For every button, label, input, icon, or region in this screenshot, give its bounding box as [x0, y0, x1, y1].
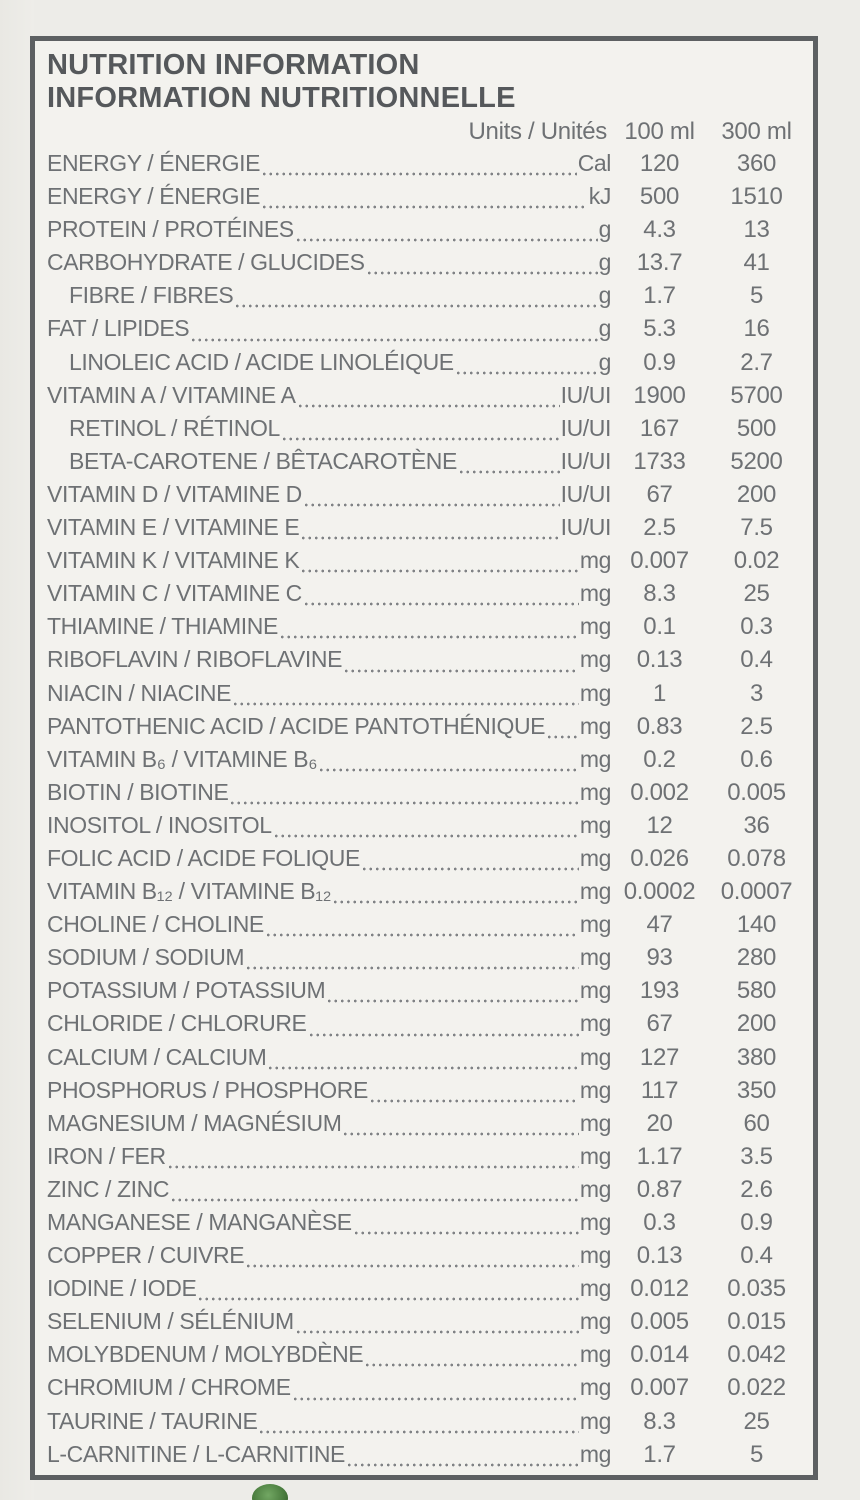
value-100ml: 0.0002 — [623, 878, 696, 906]
value-100ml: 0.1 — [643, 613, 676, 641]
nutrient-unit: mg — [579, 547, 611, 574]
value-300ml: 16 — [743, 315, 770, 343]
table-row — [47, 249, 805, 282]
nutrient-label: RIBOFLAVIN / RIBOFLAVINE — [47, 646, 343, 673]
value-100ml: 47 — [646, 911, 673, 939]
nutrient-unit: IU/UI — [560, 514, 611, 541]
dot-leader — [232, 680, 579, 713]
col-100ml-header: 100 ml — [624, 118, 695, 145]
nutrient-unit: mg — [579, 844, 611, 871]
value-100ml: 167 — [639, 414, 680, 442]
value-300ml: 5 — [749, 282, 764, 310]
nutrient-unit: mg — [579, 1142, 611, 1169]
nutrient-label: VITAMIN B₁₂ / VITAMINE B₁₂ — [47, 878, 332, 905]
dot-leader — [346, 1441, 579, 1474]
table-row — [47, 878, 805, 911]
nutrient-label: MOLYBDENUM / MOLYBDÈNE — [47, 1341, 364, 1368]
dot-leader — [458, 448, 560, 481]
nutrient-label: CALCIUM / CALCIUM — [47, 1043, 267, 1070]
nutrient-unit: IU/UI — [560, 480, 611, 507]
nutrient-label: L-CARNITINE / L-CARNITINE — [47, 1440, 345, 1467]
value-100ml: 0.83 — [636, 712, 683, 740]
nutrient-label: INOSITOL / INOSITOL — [47, 811, 272, 838]
units-column-header: Units / Unités — [468, 118, 607, 145]
table-row — [47, 779, 805, 812]
value-300ml: 200 — [736, 480, 777, 508]
table-row — [47, 911, 805, 944]
nutrient-unit: g — [598, 216, 611, 243]
table-row — [47, 1143, 805, 1176]
value-100ml: 0.13 — [636, 1242, 683, 1270]
dot-leader — [190, 315, 597, 348]
table-row — [47, 680, 805, 713]
nutrient-unit: mg — [579, 811, 611, 838]
table-row — [47, 977, 805, 1010]
value-100ml: 0.014 — [630, 1341, 689, 1369]
nutrient-unit: mg — [579, 911, 611, 938]
nutrient-label: PROTEIN / PROTÉINES — [47, 216, 294, 243]
value-300ml: 5 — [749, 1440, 764, 1468]
value-300ml: 280 — [736, 944, 777, 972]
table-row — [47, 1044, 805, 1077]
table-row — [47, 812, 805, 845]
dot-leader — [281, 415, 560, 448]
nutrient-label: TAURINE / TAURINE — [47, 1407, 258, 1434]
dot-leader — [197, 1275, 578, 1308]
nutrient-unit: IU/UI — [560, 447, 611, 474]
table-row — [47, 746, 805, 779]
value-100ml: 93 — [646, 944, 673, 972]
nutrient-unit: mg — [579, 1076, 611, 1103]
table-row — [47, 944, 805, 977]
dot-leader — [258, 1408, 578, 1441]
nutrient-label: POTASSIUM / POTASSIUM — [47, 977, 326, 1004]
nutrient-unit: mg — [579, 712, 611, 739]
nutrient-label: VITAMIN K / VITAMINE K — [47, 547, 300, 574]
nutrient-label: VITAMIN C / VITAMINE C — [47, 580, 302, 607]
value-300ml: 13 — [743, 216, 770, 244]
dot-leader — [229, 779, 578, 812]
table-row — [47, 1308, 805, 1341]
nutrient-unit: mg — [579, 944, 611, 971]
dot-leader — [455, 349, 598, 382]
value-100ml: 8.3 — [643, 580, 676, 608]
nutrient-unit: mg — [579, 613, 611, 640]
value-300ml: 0.6 — [740, 745, 773, 773]
nutrient-unit: mg — [579, 646, 611, 673]
dot-leader — [279, 613, 579, 646]
value-100ml: 67 — [646, 480, 673, 508]
table-row — [47, 150, 805, 183]
value-100ml: 193 — [639, 977, 680, 1005]
nutrient-label: PANTOTHENIC ACID / ACIDE PANTOTHÉNIQUE — [47, 712, 546, 739]
nutrient-unit: mg — [579, 1242, 611, 1269]
table-row — [47, 349, 805, 382]
value-300ml: 380 — [736, 1043, 777, 1071]
value-100ml: 13.7 — [636, 249, 683, 277]
value-300ml: 2.5 — [740, 712, 773, 740]
value-100ml: 4.3 — [643, 216, 676, 244]
nutrient-unit: mg — [579, 745, 611, 772]
value-300ml: 0.3 — [740, 613, 773, 641]
value-300ml: 7.5 — [740, 514, 773, 542]
dot-leader — [273, 812, 579, 845]
value-300ml: 500 — [736, 414, 777, 442]
value-300ml: 350 — [736, 1076, 777, 1104]
table-row — [47, 514, 805, 547]
value-300ml: 25 — [743, 580, 770, 608]
dot-leader — [265, 911, 579, 944]
value-300ml: 360 — [736, 150, 777, 177]
nutrient-unit: IU/UI — [560, 414, 611, 441]
nutrient-unit: mg — [579, 878, 611, 905]
table-row — [47, 382, 805, 415]
table-row — [47, 1275, 805, 1308]
nutrient-unit: Cal — [577, 150, 611, 176]
dot-leader — [297, 382, 560, 415]
dot-leader — [300, 514, 559, 547]
value-100ml: 1.7 — [643, 282, 676, 310]
dot-leader — [245, 944, 579, 977]
nutrient-label: NIACIN / NIACINE — [47, 679, 232, 706]
value-100ml: 117 — [640, 1076, 679, 1104]
dot-leader — [326, 977, 579, 1010]
value-300ml: 0.042 — [727, 1341, 786, 1369]
nutrient-unit: mg — [579, 679, 611, 706]
nutrient-label: CARBOHYDRATE / GLUCIDES — [47, 249, 365, 276]
table-row — [47, 1110, 805, 1143]
nutrient-label: VITAMIN E / VITAMINE E — [47, 514, 300, 541]
nutrient-label: FIBRE / FIBRES — [69, 282, 234, 309]
table-row — [47, 547, 805, 580]
dot-leader — [353, 1209, 579, 1242]
table-row — [47, 448, 805, 481]
dot-leader — [366, 249, 598, 282]
value-100ml: 0.9 — [643, 348, 676, 376]
table-row — [47, 183, 805, 216]
dot-leader — [267, 1044, 578, 1077]
dot-leader — [295, 1308, 579, 1341]
nutrient-label: BIOTIN / BIOTINE — [47, 778, 229, 805]
nutrient-label: CHLORIDE / CHLORURE — [47, 1010, 307, 1037]
dot-leader — [261, 183, 588, 216]
value-300ml: 3.5 — [740, 1142, 773, 1170]
nutrient-label: FOLIC ACID / ACIDE FOLIQUE — [47, 844, 360, 871]
value-100ml: 0.13 — [636, 646, 683, 674]
nutrient-label: CHROMIUM / CHROME — [47, 1374, 291, 1401]
value-300ml: 140 — [736, 911, 777, 939]
value-100ml: 2.5 — [643, 514, 676, 542]
table-row — [47, 1209, 805, 1242]
value-300ml: 60 — [743, 1109, 770, 1137]
dot-leader — [261, 150, 577, 183]
value-100ml: 5.3 — [643, 315, 676, 343]
table-row — [47, 1341, 805, 1374]
value-100ml: 0.002 — [630, 778, 689, 806]
dot-leader — [303, 580, 579, 613]
nutrition-information-panel — [30, 36, 818, 1480]
table-row — [47, 282, 805, 315]
table-row — [47, 216, 805, 249]
table-row — [47, 1441, 805, 1474]
nutrient-label: MANGANESE / MANGANÈSE — [47, 1209, 352, 1235]
column-header-row — [47, 118, 805, 150]
table-row — [47, 481, 805, 514]
value-100ml: 0.007 — [630, 1374, 689, 1402]
nutrient-unit: mg — [579, 1209, 611, 1235]
nutrient-label: PHOSPHORUS / PHOSPHORE — [47, 1076, 368, 1103]
nutrient-label: CHOLINE / CHOLINE — [47, 911, 264, 938]
value-300ml: 5700 — [730, 381, 783, 409]
nutrient-label: COPPER / CUIVRE — [47, 1242, 245, 1269]
value-300ml: 0.005 — [727, 778, 786, 806]
value-300ml: 41 — [743, 249, 770, 277]
dot-leader — [546, 713, 579, 746]
dot-leader — [308, 1010, 579, 1043]
dot-leader — [369, 1077, 579, 1110]
nutrient-unit: mg — [579, 778, 611, 805]
nutrient-label: FAT / LIPIDES — [47, 315, 190, 342]
dot-leader — [342, 1110, 578, 1143]
value-300ml: 2.6 — [740, 1175, 773, 1203]
dot-leader — [167, 1143, 579, 1176]
value-300ml: 0.02 — [733, 547, 780, 575]
value-300ml: 0.022 — [727, 1374, 786, 1402]
value-100ml: 500 — [639, 183, 680, 211]
value-300ml: 1510 — [730, 183, 783, 211]
dot-leader — [295, 216, 598, 249]
value-300ml: 0.4 — [740, 1242, 773, 1270]
value-100ml: 0.2 — [643, 745, 676, 773]
col-300ml-header: 300 ml — [721, 118, 792, 145]
title-english: NUTRITION INFORMATION — [47, 49, 420, 81]
dot-leader — [292, 1374, 579, 1407]
value-300ml: 0.035 — [727, 1275, 786, 1303]
nutrient-label: ENERGY / ÉNERGIE — [47, 150, 261, 176]
value-100ml: 0.007 — [630, 547, 689, 575]
value-100ml: 8.3 — [643, 1407, 676, 1435]
table-row — [47, 613, 805, 646]
value-100ml: 127 — [639, 1043, 680, 1071]
dot-leader — [318, 746, 579, 779]
value-100ml: 1.7 — [643, 1440, 676, 1468]
nutrient-label: IRON / FER — [47, 1142, 166, 1169]
value-300ml: 0.9 — [740, 1209, 773, 1236]
table-row — [47, 1010, 805, 1043]
nutrient-label: VITAMIN A / VITAMINE A — [47, 381, 296, 408]
nutrient-label: VITAMIN B₆ / VITAMINE B₆ — [47, 745, 318, 772]
nutrient-label: ZINC / ZINC — [47, 1175, 170, 1202]
nutrient-label: THIAMINE / THIAMINE — [47, 613, 278, 640]
nutrient-unit: mg — [579, 1440, 611, 1467]
dot-leader — [343, 646, 579, 679]
table-row — [47, 1374, 805, 1407]
table-row — [47, 315, 805, 348]
dot-leader — [303, 481, 560, 514]
table-row — [47, 713, 805, 746]
dot-leader — [332, 878, 579, 911]
nutrient-label: IODINE / IODE — [47, 1275, 197, 1302]
value-100ml: 1733 — [633, 447, 686, 475]
value-300ml: 2.7 — [740, 348, 773, 376]
nutrient-unit: mg — [579, 1043, 611, 1070]
nutrient-label: SELENIUM / SÉLÉNIUM — [47, 1308, 294, 1335]
nutrient-unit: mg — [579, 1407, 611, 1434]
table-row — [47, 646, 805, 679]
nutrient-label: ENERGY / ÉNERGIE — [47, 183, 261, 210]
value-300ml: 0.4 — [740, 646, 773, 674]
value-100ml: 0.012 — [630, 1275, 689, 1303]
value-100ml: 120 — [639, 150, 680, 177]
nutrient-unit: mg — [579, 1010, 611, 1037]
table-row — [47, 1242, 805, 1275]
nutrient-unit: mg — [579, 1374, 611, 1401]
value-300ml: 580 — [736, 977, 777, 1005]
table-row — [47, 1176, 805, 1209]
nutrient-label: RETINOL / RÉTINOL — [69, 414, 280, 441]
table-row — [47, 845, 805, 878]
value-300ml: 3 — [749, 679, 764, 707]
nutrient-unit: mg — [579, 1308, 611, 1335]
nutrient-label: SODIUM / SODIUM — [47, 944, 245, 971]
nutrient-unit: g — [598, 249, 611, 276]
nutrient-unit: mg — [579, 977, 611, 1004]
value-300ml: 0.078 — [727, 844, 786, 872]
dot-leader — [364, 1341, 579, 1374]
dot-leader — [170, 1176, 579, 1209]
value-300ml: 200 — [736, 1010, 777, 1038]
table-row — [47, 1077, 805, 1110]
nutrient-unit: mg — [579, 1275, 611, 1302]
table-row — [47, 580, 805, 613]
nutrient-unit: mg — [579, 580, 611, 607]
value-300ml: 5200 — [730, 447, 783, 475]
nutrient-unit: g — [598, 315, 611, 342]
table-row — [47, 1408, 805, 1441]
nutrient-unit: mg — [579, 1341, 611, 1368]
nutrient-label: VITAMIN D / VITAMINE D — [47, 480, 302, 507]
value-300ml: 36 — [743, 811, 770, 839]
value-100ml: 12 — [646, 811, 673, 839]
nutrient-unit: g — [598, 348, 611, 375]
value-100ml: 0.3 — [643, 1209, 676, 1236]
dot-leader — [361, 845, 579, 878]
nutrient-label: LINOLEIC ACID / ACIDE LINOLÉIQUE — [69, 348, 454, 375]
value-100ml: 20 — [646, 1109, 673, 1137]
nutrient-unit: kJ — [588, 183, 611, 210]
value-300ml: 25 — [743, 1407, 770, 1435]
nutrient-unit: mg — [579, 1109, 611, 1136]
value-100ml: 0.87 — [636, 1175, 683, 1203]
value-100ml: 0.026 — [630, 844, 689, 872]
panel-title — [47, 49, 805, 115]
value-100ml: 1.17 — [636, 1142, 683, 1170]
dot-leader — [234, 282, 597, 315]
nutrient-label: MAGNESIUM / MAGNÉSIUM — [47, 1109, 342, 1136]
value-300ml: 0.015 — [727, 1308, 786, 1336]
value-100ml: 67 — [646, 1010, 673, 1038]
nutrient-label: BETA-CAROTENE / BÊTACAROTÈNE — [69, 447, 457, 474]
green-dot-logo — [252, 1484, 288, 1500]
table-row — [47, 415, 805, 448]
value-300ml: 0.0007 — [720, 878, 793, 906]
nutrient-unit: g — [598, 282, 611, 309]
nutrient-table — [47, 150, 805, 1474]
value-100ml: 1900 — [633, 381, 686, 409]
value-100ml: 0.005 — [630, 1308, 689, 1336]
dot-leader — [245, 1242, 579, 1275]
nutrient-unit: IU/UI — [560, 381, 611, 408]
nutrient-unit: mg — [579, 1175, 611, 1202]
title-french: INFORMATION NUTRITIONNELLE — [47, 82, 516, 114]
value-100ml: 1 — [652, 679, 667, 707]
dot-leader — [300, 547, 579, 580]
